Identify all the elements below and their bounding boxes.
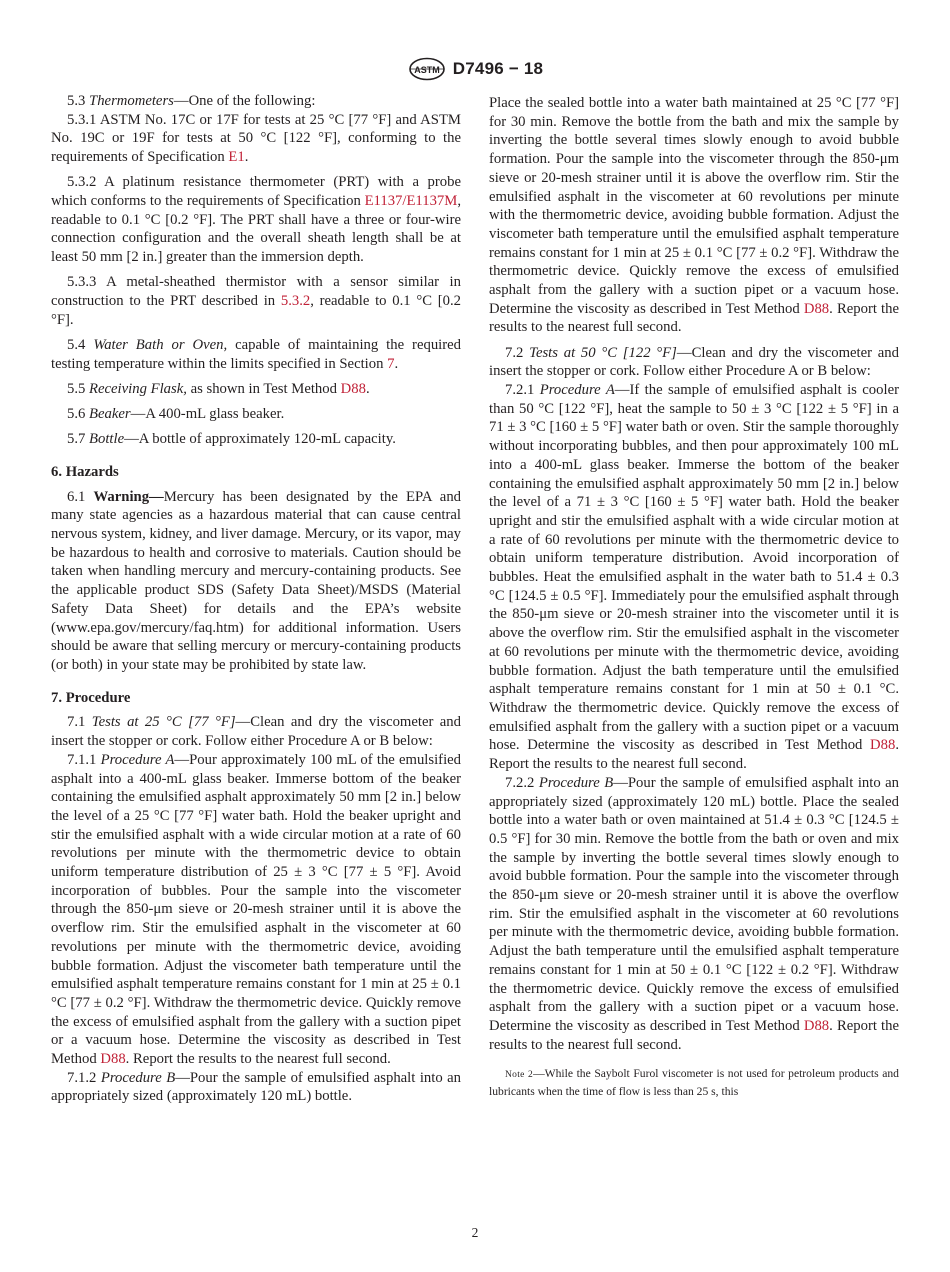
section-7-2-2: 7.2.2 Procedure B—Pour the sample of emulsified asphalt into an appropriately sized (approximately 120 mL) bottle. Place the sealed bottle into a water bath or oven maintained at 51.4 ± 0.3 °C [124.5 ± 0.5 °F] for 30 min. Remove the bottle from the bath or oven and mix the sample by inverting the bottle several times slowly enough to avoid bubble formation. Pour the sample into the viscometer through the 850-μm sieve or 20-mesh strainer until it is above the overflow rim. Stir the emulsified asphalt in the viscometer at 60 revolutions per minute with the thermometric device, avoiding bubble formation. Adjust the bath temperature until the emulsified asphalt temperature remains constant for 1 min at 50 ± 0.1 °C [122 ± 0.2 °F]. Withdraw the thermometric device. Quickly remove the excess of emulsified asphalt from the gallery with a suction pipet or a vacuum hose. Determine the viscosity as described in Test Method D88. Report the results to the nearest full second. — [489, 774, 899, 1053]
section-7-1-2: 7.1.2 Procedure B—Pour the sample of emulsified asphalt into an appropriately sized (approximately 120 mL) bottle. — [51, 1069, 461, 1105]
note-2: Note 2—While the Saybolt Furol viscometer is not used for petroleum products and lubricants when the time of flow is less than 25 s, this — [489, 1067, 899, 1098]
ref-link-d88[interactable]: D88 — [100, 1051, 126, 1068]
ref-link-e1[interactable]: E1 — [228, 149, 245, 166]
ref-link-section-7[interactable]: 7 — [387, 355, 395, 372]
ref-link-d88[interactable]: D88 — [803, 1017, 830, 1034]
section-7-2: 7.2 Tests at 50 °C [122 °F]—Clean and dry the viscometer and insert the stopper or cork. Follow either Procedure A or B below: — [489, 344, 899, 380]
section-5-5: 5.5 Receiving Flask, as shown in Test Method D88. — [67, 380, 370, 397]
svg-text:ASTM: ASTM — [414, 65, 440, 75]
heading-procedure: 7. Procedure — [51, 689, 131, 706]
astm-logo-icon — [407, 57, 447, 81]
section-5-7: 5.7 Bottle—A bottle of approximately 120-mL capacity. — [67, 431, 396, 448]
section-7-1: 7.1 Tests at 25 °C [77 °F]—Clean and dry the viscometer and insert the stopper or cork. Follow either Procedure A or B below: — [51, 714, 461, 750]
ref-link-e1137[interactable]: E1137/E1137M — [364, 193, 458, 210]
section-5-6: 5.6 Beaker—A 400-mL glass beaker. — [67, 406, 285, 423]
section-7-1-2-continued: Place the sealed bottle into a water bath maintained at 25 °C [77 °F] for 30 min. Remove the bottle from the bath and mix the sample by inverting the bottle several times slowly enough to avoid bubble formation. Pour the sample into the viscometer through the 850-μm sieve or 20-mesh strainer until it is above the overflow rim. Stir the emulsified asphalt in the viscometer at 60 revolutions per minute with the thermometric device, avoiding bubble formation. Adjust the viscometer bath temperature until the emulsified asphalt temperature remains constant for 1 min at 25 ± 0.1 °C [77 ± 0.2 °F]. Withdraw the thermometric device. Quickly remove the excess of emulsified asphalt from the gallery with a suction pipet or a vacuum hose. Determine the viscosity as described in Test Method D88. Report the results to the nearest full second. — [489, 95, 899, 336]
ref-link-d88[interactable]: D88 — [870, 737, 896, 754]
section-5-3: 5.3 Thermometers—One of the following: — [67, 93, 316, 109]
ref-link-d88[interactable]: D88 — [340, 380, 366, 397]
page-header — [0, 56, 950, 82]
left-column — [51, 92, 461, 1106]
ref-link-d88[interactable]: D88 — [803, 300, 830, 317]
section-7-1-1: 7.1.1 Procedure A—Pour approximately 100 mL of the emulsified asphalt into a 400-mL glass beaker. Immerse bottom of the beaker containing the emulsified asphalt approximately 50 mm [2 in.] below the level of a 25 °C [77 °F] water bath. Hold the beaker upright and stir the emulsified asphalt with a wide circular motion at a rate of 60 revolutions per minute with the thermometric device to obtain uniform temperature distribution of 25 ± 3 °C [77 ± 5 °F]. Avoid incorporation of bubbles. Pour the sample into the viscometer through the 850-μm sieve or 20-mesh strainer until it is above the overflow rim. Stir the emulsified asphalt in the viscometer at 60 revolutions per minute with the thermometric device, avoiding bubble formation. Adjust the viscometer bath temperature until the emulsified asphalt temperature remains constant for 1 min at 25 ± 0.1 °C [77 ± 0.2 °F]. Withdraw the thermometric device. Quickly remove the excess of emulsified asphalt from the gallery with a suction pipet or a vacuum hose. Determine the viscosity as described in Test Method D88. Report the results to the nearest full second. — [51, 751, 462, 1068]
section-5-4: 5.4 Water Bath or Oven, capable of maintaining the required testing temperature within the limits specified in Section 7. — [51, 336, 461, 372]
section-6-1: 6.1 Warning—Mercury has been designated by the EPA and many state agencies as a hazardous material that can cause central nervous system, kidney, and liver damage. Mercury, or its vapor, may be hazardous to health and corrosive to materials. Caution should be taken when handling mercury and mercury-containing products. See the applicable product SDS (Safety Data Sheet)/MSDS (Material Safety Data Sheet) for details and the EPA’s website (www.epa.gov/mercury/faq.htm) for additional information. Users should be aware that selling mercury or mercury-containing products (or both) in your state may be prohibited by state law. — [51, 488, 462, 673]
page-number: 2 — [471, 1225, 479, 1240]
section-7-2-1: 7.2.1 Procedure A—If the sample of emulsified asphalt is cooler than 50 °C [122 °F], heat the sample to 50 ± 3 °C [122 ± 5 °F] in a 71 ± 3 °C [160 ± 5 °F] water bath or oven. Stir the sample thoroughly without incorporating bubbles, and then pour approximately 100 mL into a 400-mL glass beaker. Immerse the bottom of the beaker containing the emulsified asphalt approximately 50 mm [2 in.] below the level of a 71 ± 3 °C [160 ± 5 °F] water bath. Hold the beaker upright and stir the emulsified asphalt with a wide circular motion at a rate of 60 revolutions per minute with the thermometric device to obtain uniform temperature distribution. Avoid incorporation of bubbles. Heat the emulsified asphalt in the water bath to 51.4 ± 0.3 °C [124.5 ± 0.5 °F]. Immediately pour the emulsified asphalt through the 850-μm sieve or 20-mesh strainer into the viscometer until it is above the overflow rim. Stir the emulsified asphalt in the viscometer at 60 revolutions per minute with the thermometric device, avoiding bubble formation. Adjust the bath temperature until the emulsified asphalt temperature remains constant for 1 min at 50 ± 0.1 °C. Withdraw the thermometric device. Quickly remove the excess of emulsified asphalt from the gallery with a suction pipet or a vacuum hose. Determine the viscosity as described in Test Method D88. Report the results to the nearest full second. — [489, 382, 899, 773]
section-5-3-3: 5.3.3 A metal-sheathed thermistor with a sensor similar in construction to the PRT described in 5.3.2, readable to 0.1 °C [0.2 °F]. — [51, 274, 461, 328]
heading-hazards: 6. Hazards — [51, 463, 119, 480]
section-5-3-1: 5.3.1 ASTM No. 17C or 17F for tests at 25 °C [77 °F] and ASTM No. 19C or 19F for tests at 50 °C [122 °F], conforming to the requirements of Specification E1. — [51, 111, 461, 166]
document-designation: D7496 − 18 — [452, 59, 544, 78]
ref-link-5-3-2[interactable]: 5.3.2 — [280, 293, 311, 310]
right-column — [489, 94, 899, 1099]
section-5-3-2: 5.3.2 A platinum resistance thermometer (PRT) with a probe which conforms to the requirements of Specification E1137/E1137M, readable to 0.1 °C [0.2 °F]. The PRT shall have a three or four-wire connection configuration and the overall sheath length shall be at least 50 mm [2 in.] greater than the immersion depth. — [51, 174, 461, 266]
